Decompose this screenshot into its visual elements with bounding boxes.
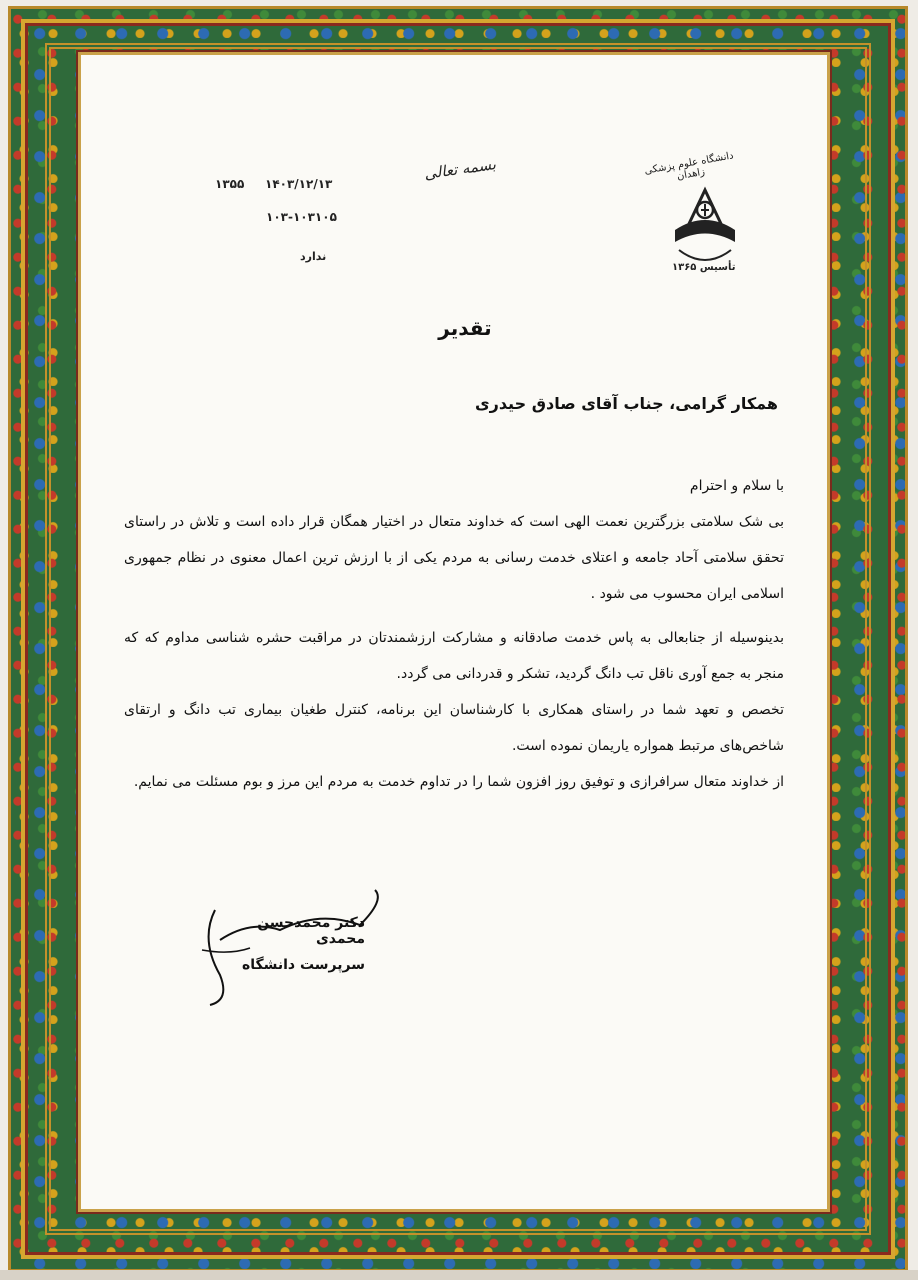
letter-body xyxy=(124,468,784,800)
signer-position: سرپرست دانشگاه xyxy=(241,957,365,973)
attachment-status: ندارد xyxy=(300,250,327,263)
paragraph-3: تخصص و تعهد شما در راستای همکاری با کارشناسان این برنامه، کنترل طغیان بیماری تب دانگ و ارتقای شاخص‌های مرتبط همواره یاریمان نموده است. xyxy=(124,702,784,754)
signature-block xyxy=(205,915,365,973)
greeting: با سلام و احترام xyxy=(689,478,784,494)
paragraph-4: از خداوند متعال سرافرازی و توفیق روز افزون شما را در تداوم خدمت به مردم این مرز و بوم مسئلت می نمایم. xyxy=(133,774,784,790)
signer-name: دکتر محمدحسن محمدی xyxy=(257,915,365,947)
letter-title: تقدیر xyxy=(438,316,492,340)
reference-number: ۱۰۳-۱۰۳۱۰۵ xyxy=(266,210,337,224)
university-name: دانشگاه علوم پزشکی زاهدان xyxy=(643,150,735,183)
bismillah: بسمه تعالی xyxy=(423,155,497,183)
paragraph-2: بدینوسیله از جنابعالی به پاس خدمت صادقانه و مشارکت ارزشمندتان در مراقبت حشره شناسی مداوم که که منجر به جمع آوری ناقل تب دانگ گردید، تشکر و قدردانی می گردد. xyxy=(124,630,784,682)
founded-year: تأسیس ۱۳۶۵ xyxy=(672,262,736,273)
letter-number: ۱۳۵۵ xyxy=(215,177,245,191)
letter-date: ۱۴۰۳/۱۲/۱۳ xyxy=(265,177,333,191)
page-bottom-edge xyxy=(0,1270,918,1280)
paragraph-1: بی شک سلامتی بزرگترین نعمت الهی است که خداوند متعال در اختیار همگان قرار داده است و تلاش در راستای تحقق سلامتی آحاد جامعه و اعتلای خدمت رسانی به مردم یکی از با ارزش ترین اعمال معنوی در نظام جمهوری اسلامی ایران محسوب می شود . xyxy=(124,514,784,602)
addressee: همکار گرامی، جناب آقای صادق حیدری xyxy=(474,394,778,413)
